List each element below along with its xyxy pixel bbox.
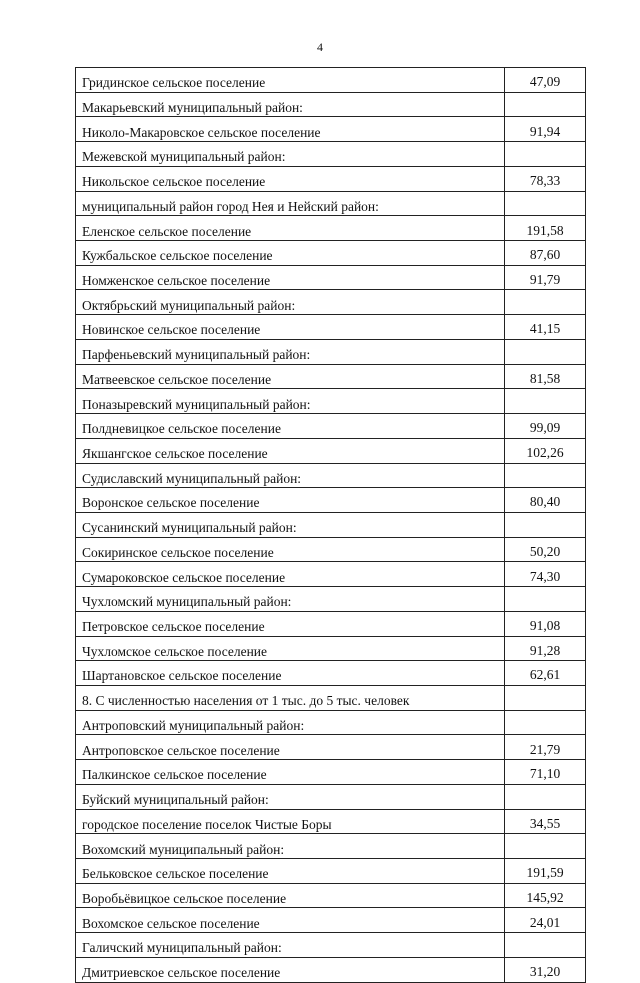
row-value-cell: 74,30 [505,562,586,587]
row-value-cell: 91,94 [505,117,586,142]
table-row [76,512,586,537]
table-row [76,933,586,958]
row-name-cell: Судиславский муниципальный район: [76,463,505,488]
table-row [76,685,586,710]
table-row [76,241,586,266]
table-row [76,216,586,241]
row-name-cell: Петровское сельское поселение [76,611,505,636]
table-row [76,389,586,414]
row-name-cell: Поназыревский муниципальный район: [76,389,505,414]
row-name-cell: Бельковское сельское поселение [76,859,505,884]
row-value-cell: 191,58 [505,216,586,241]
row-name-cell: муниципальный район город Нея и Нейский район: [76,191,505,216]
row-value-cell: 102,26 [505,438,586,463]
table-row [76,290,586,315]
row-name-cell: Новинское сельское поселение [76,315,505,340]
table-row [76,562,586,587]
table-row [76,859,586,884]
row-name-cell: Макарьевский муниципальный район: [76,92,505,117]
row-name-cell: городское поселение поселок Чистые Боры [76,809,505,834]
row-value-cell: 99,09 [505,414,586,439]
row-name-cell: Гридинское сельское поселение [76,68,505,93]
row-value-cell: 71,10 [505,760,586,785]
row-value-cell [505,710,586,735]
table-row [76,315,586,340]
row-name-cell: Чухломское сельское поселение [76,636,505,661]
table-row [76,587,586,612]
row-name-cell: Никольское сельское поселение [76,166,505,191]
table-row [76,488,586,513]
table-row [76,339,586,364]
table-row [76,661,586,686]
row-value-cell: 91,08 [505,611,586,636]
row-name-cell: Межевской муниципальный район: [76,142,505,167]
row-name-cell: Октябрьский муниципальный район: [76,290,505,315]
row-value-cell [505,685,586,710]
row-value-cell: 62,61 [505,661,586,686]
row-value-cell [505,933,586,958]
row-value-cell: 34,55 [505,809,586,834]
row-name-cell: Сокиринское сельское поселение [76,537,505,562]
table-row [76,142,586,167]
row-value-cell: 91,79 [505,265,586,290]
row-name-cell: Антроповский муниципальный район: [76,710,505,735]
row-name-cell: Шартановское сельское поселение [76,661,505,686]
table-row [76,265,586,290]
table-row [76,191,586,216]
table-row [76,414,586,439]
row-value-cell [505,512,586,537]
row-name-cell: Антроповское сельское поселение [76,735,505,760]
table-row [76,636,586,661]
table-row [76,809,586,834]
row-name-cell: Вохомское сельское поселение [76,908,505,933]
row-value-cell: 191,59 [505,859,586,884]
row-name-cell: Номженское сельское поселение [76,265,505,290]
row-name-cell: Матвеевское сельское поселение [76,364,505,389]
row-value-cell: 31,20 [505,957,586,982]
row-value-cell [505,784,586,809]
row-value-cell: 24,01 [505,908,586,933]
page-number: 4 [317,40,323,54]
table-row [76,537,586,562]
row-name-cell: Еленское сельское поселение [76,216,505,241]
row-value-cell: 21,79 [505,735,586,760]
row-name-cell: Вохомский муниципальный район: [76,834,505,859]
row-value-cell [505,389,586,414]
table-row [76,166,586,191]
row-name-cell: Воробьёвицкое сельское поселение [76,883,505,908]
table-row [76,68,586,93]
table-row [76,438,586,463]
row-name-cell: Буйский муниципальный район: [76,784,505,809]
row-value-cell: 80,40 [505,488,586,513]
row-value-cell: 91,28 [505,636,586,661]
row-name-cell: Якшангское сельское поселение [76,438,505,463]
row-value-cell: 78,33 [505,166,586,191]
row-name-cell: Сумароковское сельское поселение [76,562,505,587]
row-value-cell [505,587,586,612]
row-name-cell: Палкинское сельское поселение [76,760,505,785]
row-value-cell [505,191,586,216]
table-row [76,957,586,982]
table-row [76,364,586,389]
table-row [76,760,586,785]
row-value-cell [505,834,586,859]
row-value-cell [505,290,586,315]
row-value-cell: 87,60 [505,241,586,266]
row-value-cell: 81,58 [505,364,586,389]
row-name-cell: Кужбальское сельское поселение [76,241,505,266]
row-value-cell: 47,09 [505,68,586,93]
table-row [76,883,586,908]
row-name-cell: Галичский муниципальный район: [76,933,505,958]
row-value-cell: 145,92 [505,883,586,908]
table-row [76,117,586,142]
table-row [76,735,586,760]
row-value-cell [505,142,586,167]
row-name-cell: Парфеньевский муниципальный район: [76,339,505,364]
table-row [76,611,586,636]
table-row [76,908,586,933]
table-row [76,92,586,117]
row-value-cell: 50,20 [505,537,586,562]
row-value-cell [505,339,586,364]
table-row [76,834,586,859]
row-name-cell: Николо-Макаровское сельское поселение [76,117,505,142]
table-row [76,710,586,735]
row-value-cell [505,463,586,488]
row-name-cell: Дмитриевское сельское поселение [76,957,505,982]
data-table [75,67,586,983]
row-name-cell: Воронское сельское поселение [76,488,505,513]
table-body [76,68,586,983]
row-name-cell: Сусанинский муниципальный район: [76,512,505,537]
row-name-cell: Чухломский муниципальный район: [76,587,505,612]
table-row [76,463,586,488]
row-value-cell: 41,15 [505,315,586,340]
row-name-cell: 8. С численностью населения от 1 тыс. до 5 тыс. человек [76,685,505,710]
row-value-cell [505,92,586,117]
row-name-cell: Полдневицкое сельское поселение [76,414,505,439]
table-row [76,784,586,809]
